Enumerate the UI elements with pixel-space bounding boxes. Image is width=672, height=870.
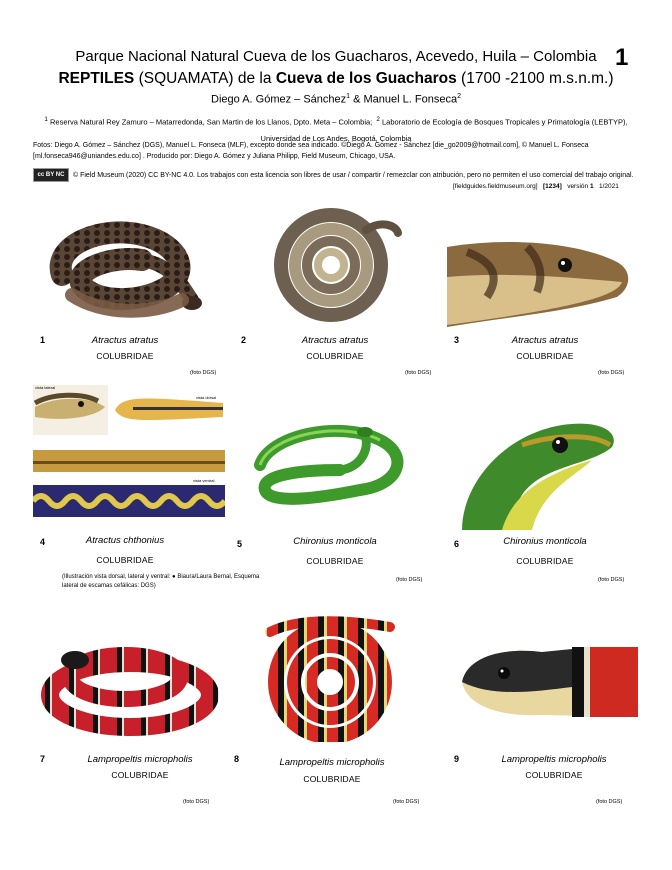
aff-2-sup: 2 — [376, 116, 380, 123]
family-name-8: COLUBRIDAE — [303, 774, 361, 784]
species-name-8: Lampropeltis micropholis — [279, 757, 385, 768]
title-mid: (SQUAMATA) de la — [138, 70, 272, 87]
species-name-7: Lampropeltis micropholis — [87, 754, 193, 765]
family-name-2: COLUBRIDAE — [306, 351, 364, 361]
species-name-3: Atractus atratus — [511, 335, 579, 346]
photo-chironius-monticola-head — [442, 405, 638, 530]
license-text: © Field Museum (2020) CC BY-NC 4.0. Los trabajos con esta licencia son libres de usar / compartir / remezclar con atribución, pero no permiten el uso comercial del trabajo original. — [73, 171, 634, 179]
aff-2: Laboratorio de Ecología de Bosques Tropicales y Primatología (LEBTYP), — [382, 117, 628, 127]
illustration-credit-4: (Illustración vista dorsal, lateral y ventral: ● Biaura/Laura Bernal, Esquema lateral de escamas cefálicas: DGS) — [62, 574, 260, 589]
page-number: 1 — [615, 44, 629, 71]
family-name-9: COLUBRIDAE — [525, 770, 583, 780]
aff-1-sup: 1 — [44, 116, 48, 123]
photo-credit-1: (foto DGS) — [190, 370, 217, 376]
photo-lampropeltis-spiral — [250, 612, 410, 742]
family-name-7: COLUBRIDAE — [111, 770, 169, 780]
photo-credit-7: (foto DGS) — [183, 799, 210, 805]
species-name-9: Lampropeltis micropholis — [501, 754, 607, 765]
species-name-5: Chironius monticola — [293, 536, 377, 547]
species-name-2: Atractus atratus — [301, 335, 369, 346]
entry-number-5: 5 — [237, 539, 243, 549]
title-end: (1700 -2100 m.s.n.m.) — [461, 70, 614, 87]
aff-2-line2: Universidad de Los Andes, Bogotá, Colombia — [260, 133, 412, 143]
family-name-4: COLUBRIDAE — [96, 555, 154, 565]
entry-number-2: 2 — [241, 335, 247, 345]
title-bold-reptiles: REPTILES — [58, 70, 135, 87]
illustration-atractus-chthonius — [33, 385, 225, 525]
photo-credit-8: (foto DGS) — [393, 799, 420, 805]
species-name-1: Atractus atratus — [91, 335, 159, 346]
family-name-1: COLUBRIDAE — [96, 351, 154, 361]
species-name-4: Atractus chthonius — [85, 535, 165, 546]
label-vista-lateral: vista lateral — [35, 385, 56, 390]
photo-lampropeltis-head — [452, 637, 638, 722]
photo-credits — [33, 140, 643, 162]
photo-credit-5: (foto DGS) — [396, 577, 423, 583]
author-2: Manuel L. Fonseca — [363, 93, 458, 106]
author-2-sup: 2 — [457, 93, 461, 100]
photo-atractus-atratus-head — [447, 237, 637, 330]
entry-number-3: 3 — [454, 335, 460, 345]
photo-atractus-atratus-coiled — [32, 205, 222, 330]
photo-chironius-monticola-body — [240, 410, 430, 520]
photo-credit-6: (foto DGS) — [598, 577, 625, 583]
reference-line — [453, 183, 619, 190]
entry-number-4: 4 — [40, 537, 46, 547]
license-row — [33, 168, 634, 182]
photo-credit-3: (foto DGS) — [598, 370, 625, 376]
credits-line-2: [ml.fonseca946@uniandes.edu.co] . Producido por: Diego A. Gómez y Juliana Philipp, Field Museum, Chicago, USA. — [33, 153, 396, 160]
page-title: Parque Nacional Natural Cueva de los Guacharos, Acevedo, Huila – Colombia — [75, 48, 597, 65]
aff-1: Reserva Natural Rey Zamuro – Matarredonda, San Martin de los Llanos, Dpto. Meta – Colombia; — [50, 117, 373, 127]
species-name-6: Chironius monticola — [503, 536, 587, 547]
title-bold-cueva: Cueva de los Guacharos — [275, 70, 457, 87]
family-name-5: COLUBRIDAE — [306, 556, 364, 566]
label-vista-dorsal: vista dorsal — [196, 395, 217, 400]
photo-credit-9: (foto DGS) — [596, 799, 623, 805]
ref-version-label: versión — [567, 183, 589, 190]
author-1-sup: 1 — [346, 93, 351, 100]
authors — [0, 93, 672, 106]
credits-line-1: Fotos: Diego A. Gómez – Sánchez (DGS), Manuel L. Fonseca (MLF), excepto donde sea indicado. ©Diego A. Gómez - Sánchez [die_go2009@hotmail.com], © Manuel L. Fonseca — [33, 142, 589, 149]
photo-atractus-atratus-ventral — [256, 205, 406, 330]
entry-number-6: 6 — [454, 539, 460, 549]
entry-number-8: 8 — [234, 754, 240, 764]
author-sep: & — [350, 93, 364, 106]
ref-version: 1 — [589, 183, 594, 190]
photo-credit-2: (foto DGS) — [405, 370, 432, 376]
label-vista-ventral: vista ventral — [193, 478, 215, 483]
ref-id: [1234] — [542, 183, 562, 190]
family-name-3: COLUBRIDAE — [516, 351, 574, 361]
page-subtitle — [0, 70, 672, 88]
photo-lampropeltis-coiled — [35, 615, 220, 740]
author-1: Diego A. Gómez – Sánchez — [211, 93, 347, 106]
ref-site: [fieldguides.fieldmuseum.org] — [453, 183, 538, 190]
entry-number-7: 7 — [40, 754, 46, 764]
ref-date: 1/2021 — [599, 183, 619, 190]
entry-number-1: 1 — [40, 335, 46, 345]
family-name-6: COLUBRIDAE — [516, 556, 574, 566]
entry-number-9: 9 — [454, 754, 460, 764]
cc-license-icon: cc BY NC — [33, 168, 69, 182]
